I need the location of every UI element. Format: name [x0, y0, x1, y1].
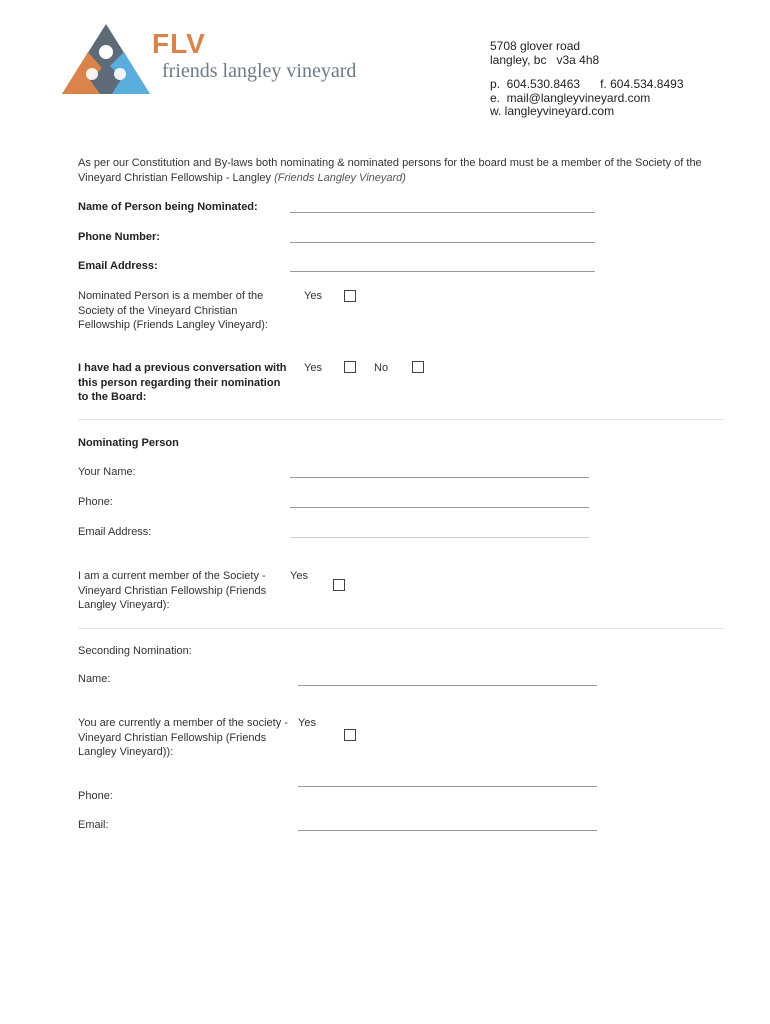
seconding-heading: Seconding Nomination: — [78, 645, 192, 657]
seconding-name-label: Name: — [78, 673, 111, 685]
contact-block — [490, 40, 684, 119]
nominee-phone-field[interactable] — [290, 242, 595, 243]
nominating-phone-field[interactable] — [290, 507, 589, 508]
email-address: e. mail@langleyvineyard.com — [490, 90, 651, 105]
nominating-name-label: Your Name: — [78, 466, 136, 478]
conversation-no-checkbox[interactable] — [412, 361, 424, 373]
nominee-member-yes-label: Yes — [304, 290, 322, 302]
section-divider — [78, 419, 724, 420]
seconding-member-yes-label: Yes — [298, 717, 316, 729]
seconding-phone-label: Phone: — [78, 790, 113, 802]
puzzle-triangle-icon — [60, 22, 152, 98]
nominating-member-yes-checkbox[interactable] — [333, 579, 345, 591]
seconding-member-yes-checkbox[interactable] — [344, 729, 356, 741]
conversation-label: I have had a previous conversation with this person regarding their nomination to the Board: — [78, 362, 287, 403]
seconding-phone-field[interactable] — [298, 786, 597, 787]
nominee-email-label: Email Address: — [78, 260, 158, 272]
nominating-name-field[interactable] — [290, 477, 589, 478]
seconding-email-field[interactable] — [298, 830, 597, 831]
logo-wordmark: FLV — [152, 28, 206, 59]
seconding-member-label: You are currently a member of the society - Vineyard Christian Fellowship (Friends Langley Vineyard)): — [78, 717, 288, 758]
nominee-member-yes-checkbox[interactable] — [344, 290, 356, 302]
conversation-yes-label: Yes — [304, 362, 322, 374]
address-line-1: 5708 glover road — [490, 39, 581, 53]
nominating-phone-label: Phone: — [78, 496, 113, 508]
nominee-name-field[interactable] — [290, 212, 595, 213]
intro-paragraph — [78, 156, 728, 186]
phone-number: p. 604.530.8463 — [490, 77, 581, 91]
logo-tagline: friends langley vineyard — [162, 60, 357, 82]
fax-number: f. 604.534.8493 — [600, 77, 684, 91]
nominating-heading: Nominating Person — [78, 437, 179, 449]
nominating-email-field[interactable] — [290, 537, 589, 538]
nominating-member-label: I am a current member of the Society - Vineyard Christian Fellowship (Friends Langley Vineyard): — [78, 570, 267, 611]
section-divider — [78, 628, 724, 629]
conversation-no-label: No — [374, 362, 389, 374]
intro-text: As per our Constitution and By-laws both nominating & nominated persons for the board must be a member of the Society of the Vineyard Christian Fellowship - Langley — [78, 157, 702, 184]
seconding-email-label: Email: — [78, 819, 109, 831]
intro-emphasis: (Friends Langley Vineyard) — [274, 172, 406, 184]
nominating-member-yes-label: Yes — [290, 570, 308, 582]
website: w. langleyvineyard.com — [490, 104, 615, 118]
seconding-name-field[interactable] — [298, 685, 597, 686]
nominee-member-label: Nominated Person is a member of the Society of the Vineyard Christian Fellowship (Friends Langley Vineyard): — [78, 290, 268, 331]
address-line-2: langley, bc v3a 4h8 — [490, 52, 600, 67]
conversation-yes-checkbox[interactable] — [344, 361, 356, 373]
nominating-email-label: Email Address: — [78, 526, 152, 538]
nominee-email-field[interactable] — [290, 271, 595, 272]
nominee-name-label: Name of Person being Nominated: — [78, 201, 258, 213]
nominee-phone-label: Phone Number: — [78, 231, 160, 243]
phone-fax-row — [490, 78, 684, 92]
